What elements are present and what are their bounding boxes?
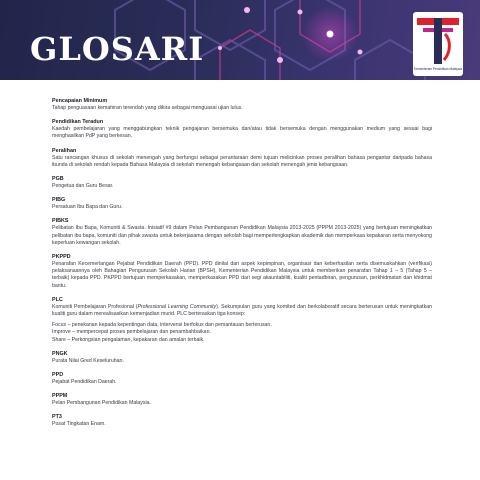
glossary-term: PGB (52, 176, 64, 183)
plc-definition-english: Professional Learning Community (137, 303, 217, 310)
glossary-entry (52, 119, 432, 140)
glossary-definition: Satu rancangan khusus di sekolah menengah yang berfungsi sebagai perantaraan demi tujuan melicinkan proses peralihan bahasa pengantar daripada bahasa ibunda di sekolah rendah kepada Bahasa Malaysia di sekolah menengah kebangsaan dan sekolah menengah jenis kebangsaan. (52, 154, 432, 168)
glossary-entry (52, 414, 432, 428)
plc-concept-item: Share – Perkongsian pengalaman, kepakaran dan amalan terbaik. (52, 336, 205, 343)
glossary-entry (52, 197, 432, 211)
glossary-term: PIBG (52, 197, 66, 204)
glossary-term: PNGK (52, 350, 68, 357)
plc-definition-part: ). Sekumpulan guru yang komited dan berkolaboratif secara berterusan untuk meningkatkan kualiti guru dalam merealisasikan kemenjadian murid. PLC berteraskan tiga konsep: (52, 303, 432, 318)
glossary-entry (52, 393, 432, 407)
glossary-definition: Persatuan Ibu Bapa dan Guru. (52, 204, 123, 211)
glossary-term: PLC (52, 296, 63, 303)
glossary-term: Pendidikan Teradun (52, 119, 104, 126)
glossary-term: PT3 (52, 414, 62, 421)
glossary-term: PPPM (52, 393, 68, 400)
glossary-definition: Kaedah pembelajaran yang menggabungkan teknik pengajaran bersemuka dan/atau tidak bersemuka dengan menggunakan medium yang sesuai bagi menghasilkan PdP yang berkesan. (52, 126, 432, 140)
page-title: GLOSARI (30, 30, 205, 68)
glossary-entry (52, 297, 432, 344)
glossary-entry (52, 176, 432, 190)
ministry-logo (413, 12, 463, 76)
glossary-entry (52, 218, 432, 247)
glossary-entry (52, 351, 432, 365)
glossary-entry (52, 254, 432, 290)
glossary-definition: Tahap penguasaan kemahiran terendah yang dikira sebagai menguasai ujian lulus. (52, 105, 243, 111)
glossary-definition (52, 304, 432, 318)
header-banner (0, 0, 480, 80)
glossary-definition: Pusat Tingkatan Enam. (52, 421, 106, 428)
logo-caption: Kementerian Pendidikan Malaysia (413, 67, 463, 71)
glossary-term: Pencapaian Minimum (52, 98, 108, 104)
glossary-term: Peralihan (52, 147, 77, 154)
glossary-entry (52, 148, 432, 169)
glossary-term: PIBKS (52, 218, 69, 225)
glossary-term: PPD (52, 372, 64, 379)
plc-concept-item: Focus – penekanan kepada kepentingan data, intervensi berfokus dan pemantauan berterusan. (52, 322, 272, 329)
plc-definition-part: Komuniti Pembelajaran Profesional ( (52, 303, 138, 310)
glossary-definition: Pejabat Pendidikan Daerah. (52, 379, 117, 386)
glossary-definition: Pengetua dan Guru Besar. (52, 183, 114, 190)
glossary-term: PKPPD (52, 254, 71, 261)
glossary-definition: Pelan Pembangunan Pendidikan Malaysia. (52, 400, 151, 407)
glossary-definition: Purata Nilai Gred Keseluruhan. (52, 357, 124, 364)
glossary-entry (52, 98, 432, 112)
glossary-list (52, 98, 432, 436)
glossary-definition: Penarafan Kecemerlangan Pejabat Pendidikan Daerah (PPD). PPD dinilai dari aspek kepimpinan, organisasi dan keberhasilan serta disemuskahkan (verifikasi) pelaksanaannya oleh Bahagian Pengurusan Sekolah Harian (BPSH), Kementerian Pendidikan Malaysia untuk memberikan penarafan Tahap 1 – 5 (Tahap 5 – terbaik) kepada PPD. PKPPD bertujuan memperkasakan, memperkasakan PPD dari segi akauntabiliti, kualiti pentadbiran, pengurusan, perkhidmatan dan khidmat bantu. (52, 261, 432, 289)
glossary-definition: Pelibatan Ibu Bapa, Komuniti & Swasta. Inisiatif #9 dalam Pelan Pembangunan Pendidikan Malaysia 2013-2025 (PPPM 2013-2025) yang bertujuan meningkatkan pelibatan ibu bapa, komuniti dan pihak swasta untuk bekerjasama dengan sekolah bagi memperlengkapkan akademik dan memperkasa kepakaran serta menyokong keperluan kewangan sekolah. (52, 225, 432, 246)
plc-concept-item: Improve – mempercepat proses pembelajaran dan penambahbaikan. (52, 329, 211, 336)
glossary-entry (52, 372, 432, 386)
plc-concept-list (52, 322, 432, 344)
